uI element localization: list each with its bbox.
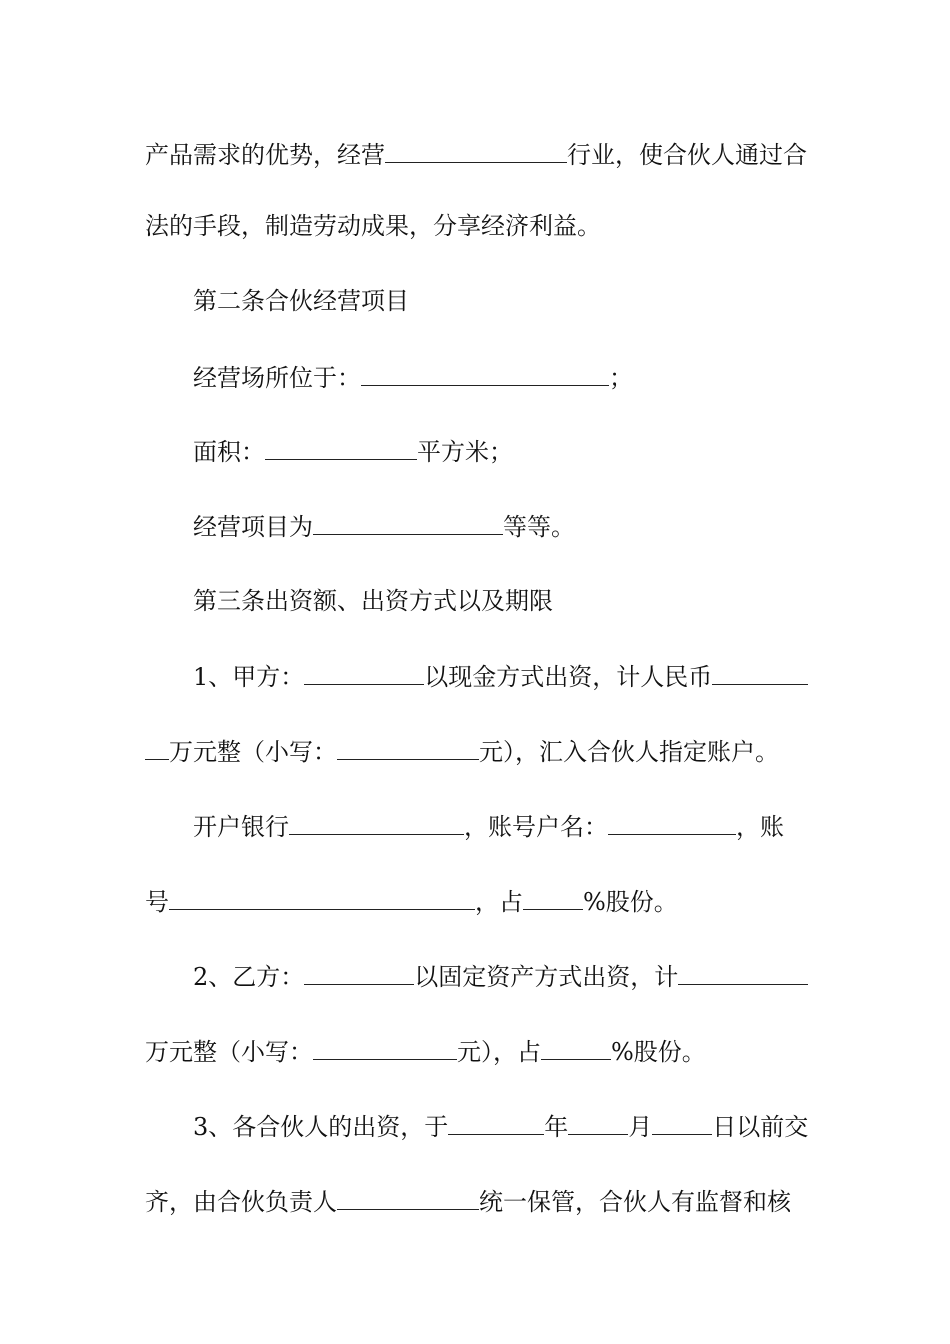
paragraph-line [145,1185,950,1217]
text: 月 [628,1113,653,1141]
fill-in-blank[interactable] [448,1110,544,1135]
fill-in-blank[interactable] [337,1185,479,1210]
text: ； [609,364,633,392]
text: 以现金方式出资，计人民币 [424,663,713,691]
text: 第二条合伙经营项目 [193,287,409,315]
text: ，占 [475,888,523,916]
text: 年 [544,1113,569,1141]
text: 经营项目为 [193,513,313,541]
fill-in-blank[interactable] [523,885,583,910]
text: 开户银行 [193,813,289,841]
text: 号 [145,888,169,916]
paragraph-line [193,810,950,842]
fill-in-blank[interactable] [289,810,464,835]
fill-in-blank[interactable] [265,435,417,460]
text: %股份。 [611,1038,706,1066]
text: 齐，由合伙负责人 [145,1188,337,1216]
paragraph-line [145,1035,950,1067]
text: 2、乙方： [193,963,305,991]
text: 平方米； [417,438,513,466]
text: 经营场所位于： [193,364,361,392]
text: 3、各合伙人的出资，于 [193,1113,449,1141]
section-heading [193,585,950,617]
paragraph-line [145,210,950,242]
paragraph-line [193,435,950,467]
text: 万元整（小写： [145,1038,313,1066]
text: 产品需求的优势，经营 [145,141,385,169]
text: %股份。 [583,888,678,916]
text: 以固定资产方式出资，计 [414,963,679,991]
paragraph-line [145,735,950,767]
fill-in-blank[interactable] [361,361,609,386]
section-heading [193,285,950,317]
fill-in-blank[interactable] [652,1110,712,1135]
paragraph-line [193,660,950,692]
paragraph-line [145,885,950,917]
fill-in-blank[interactable] [541,1035,611,1060]
paragraph-line [193,510,950,542]
fill-in-blank[interactable] [608,810,736,835]
text: 日以前交 [712,1113,809,1141]
fill-in-blank[interactable] [568,1110,628,1135]
text: 统一保管，合伙人有监督和核 [479,1188,791,1216]
text: 元），占 [457,1038,541,1066]
paragraph-line [145,138,950,170]
text: ，账号户名： [464,813,608,841]
text: 元），汇入合伙人指定账户。 [479,738,779,766]
fill-in-blank[interactable] [169,885,475,910]
fill-in-blank[interactable] [304,960,414,985]
paragraph-line [193,960,950,992]
text: 万元整（小写： [169,738,337,766]
fill-in-blank[interactable] [385,138,567,163]
fill-in-blank[interactable] [304,660,424,685]
fill-in-blank[interactable] [712,660,808,685]
fill-in-blank[interactable] [313,510,503,535]
text: 第三条出资额、出资方式以及期限 [193,587,553,615]
text: ，账 [736,813,784,841]
paragraph-line [193,1110,950,1142]
fill-in-blank[interactable] [678,960,808,985]
fill-in-blank[interactable] [145,735,169,760]
text: 行业，使合伙人通过合 [567,141,807,169]
text: 等等。 [503,513,575,541]
text: 法的手段，制造劳动成果，分享经济利益。 [145,212,601,240]
text: 面积： [193,438,265,466]
fill-in-blank[interactable] [337,735,479,760]
fill-in-blank[interactable] [313,1035,457,1060]
paragraph-line [193,361,950,393]
text: 1、甲方： [193,663,305,691]
